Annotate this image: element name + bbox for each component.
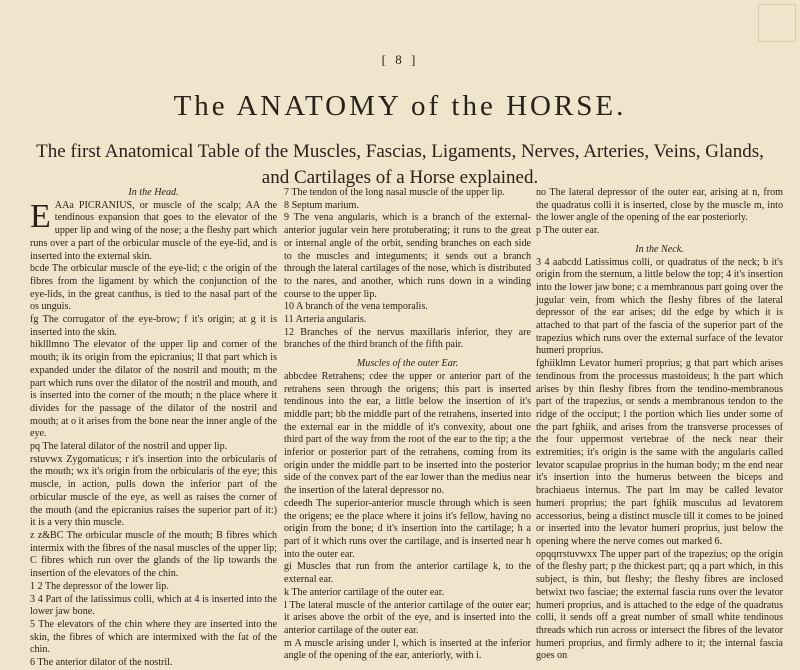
para-depressor-lower-lip: 1 2 The depressor of the lower lip. xyxy=(30,580,169,592)
para-latissimus-colli-neck: 3 4 aabcdd Latissimus colli, or quadratus of the neck; b it's origin from the sternum, a little below the top; 4 it's insertion into the lower jaw bone; c a membranous part going over the jugular vein, from which the fleshy fibres of the lateral depressor of the ear arises; dd the edge by which it is attached to that part of the fascia of the superior part of the trapezius which runs over the external surface of the levator humeri proprius. xyxy=(536,256,783,357)
para-zygomaticus: rstuvwx Zygomaticus; r it's insertion into the orbicularis of the mouth; wx it's origin from the orbicularis of the eye; this muscle, in action, pulls down the inferior part of the orbicular muscle of the eye, as well as raises the corner of the mouth (and the epicranius raises the superior part of it:) it is a very thin muscle. xyxy=(30,453,277,529)
para-superior-anterior: cdeedh The superior-anterior muscle through which is seen the origens; ee the place where it joins it's fellow, having no origin from the bone; d it's insertion into the cartilage; h a part of it which runs over the cartilage, and is inserted near h into the outer ear. xyxy=(284,497,531,560)
subtitle-line-2: and Cartilages of a Horse explained. xyxy=(261,167,539,188)
para-arteria-angularis: 11 Arteria angularis. xyxy=(284,314,367,326)
para-vena-temporalis: 10 A branch of the vena temporalis. xyxy=(284,301,428,313)
para-anterior-cartilage: k The anterior cartilage of the outer ear. xyxy=(284,586,445,598)
para-muscle-under-l: m A muscle arising under l, which is inserted at the inferior angle of the opening of the ear, anteriorly, with i. xyxy=(284,637,531,662)
drop-cap: E xyxy=(30,197,51,235)
para-vena-angularis: 9 The vena angularis, which is a branch of the external-anterior jugular vein here protuberating; it runs to the great or internal angle of the orbit, sending branches on each side to the muscles and integuments; it sends out a branch through the lateral cartilages of the nose, which is distributed to the nares, and another, which runs down in a winding course to the upper lip. xyxy=(284,212,531,300)
para-anterior-dilator: 6 The anterior dilator of the nostril. xyxy=(30,657,173,669)
para-septum: 8 Septum marium. xyxy=(284,199,359,211)
para-elevator-upper-lip: hiklllmno The elevator of the upper lip and corner of the mouth; ik its origin from the epicranius; ll that part which is expanded under the dilator of the nostril and mouth; m the part which runs over the dilator of the nostril and mouth, and is inserted into the corner of the mouth; n the place where it divides for the passage of the dilator of the nostril and mouth; at o it arises from the bone near the inner angle of the eye. xyxy=(30,339,277,440)
para-trapezius: opqqrrstuvwxx The upper part of the trapezius; op the origin of the fleshy part; p the thickest part; qq a part which, in this subject, is thin, but fleshy; the fleshy fibres are inclosed betwixt two fasciae; the external fascia runs over the levator humeri proprius, and is attached to the edge of the quadratus colli, it sends off a great number of small white tendinous threads which run across or intersect the fibres of the levator humeri proprius, and firmly adhere to it; the internal fascia goes on xyxy=(536,548,783,662)
para-levator-humeri: fghiiklmn Levator humeri proprius; g that part which arises tendinous from the processus mastoideus; h the part which arises by thin fleshy fibres from the tendino-membranous part of the trapezius, or sends a membranous tendon to the ridge of the occiput; l the portion which lies under some of the part fghiik, and arises from the transverse processes of the four uppermost vertebrae of the neck near their extremities; it's origin is the same with the angularis called levator scapulae proprius in the human body; m the end near it's insertion into the humerus between the biceps and brachiaeus internus. The part lm may be called levator humeri proprius; the part fghiik musculus ad levatorem accessorius, being a distinct muscle till it comes to be joined or inserted into the levator humeri proprius, just below the opening where the nerve comes out marked 6. xyxy=(536,358,783,547)
para-latissimus-colli: 3 4 Part of the latissimus colli, which at 4 is inserted into the lower jaw bone. xyxy=(30,593,277,618)
page-corner-mark xyxy=(758,4,796,42)
subtitle-line-1: The first Anatomical Table of the Muscles, Fascias, Ligaments, Nerves, Arteries, Veins, Glands, xyxy=(36,141,764,162)
para-orbicular-mouth: z z&BC The orbicular muscle of the mouth; B fibres which intermix with the fibres of the nasal muscles of the upper lip; C fibres which run over the glands of the lip towards the insertion of the elevators of the chin. xyxy=(30,529,277,580)
para-nervus-maxillaris: 12 Branches of the nervus maxillaris inferior, they are branches of the third branch of the fifth pair. xyxy=(284,326,531,351)
page-number: [ 8 ] xyxy=(381,52,419,67)
para-anterior-cartilage-muscles: gi Muscles that run from the anterior cartilage k, to the external ear. xyxy=(284,561,531,586)
section-heading-head: In the Head. xyxy=(128,187,179,198)
column-1 xyxy=(30,187,277,670)
para-orbicular-eyelid: bcde The orbicular muscle of the eye-lid; c the origin of the fibres from the ligament by which the conjunction of the eye-lids, in the great canthus, is tied to the nasal part of the os unguis. xyxy=(30,263,277,313)
para-tendon-nasal: 7 The tendon of the long nasal muscle of the upper lip. xyxy=(284,187,505,198)
column-3 xyxy=(536,187,783,663)
para-lateral-muscle: l The lateral muscle of the anterior cartilage of the outer ear; it arises above the orbit of the eye, and is inserted into the anterior cartilage of the outer ear. xyxy=(284,599,531,636)
section-heading-neck: In the Neck. xyxy=(635,243,684,255)
para-elevators-chin: 5 The elevators of the chin where they are inserted into the skin, the fibres of which are intermixed with the fat of the chin. xyxy=(30,618,277,656)
para-outer-ear: p The outer ear. xyxy=(536,225,600,237)
para-lateral-dilator: pq The lateral dilator of the nostril and upper lip. xyxy=(30,441,228,453)
section-heading-ear: Muscles of the outer Ear. xyxy=(356,358,459,370)
para-epicranius: E AAa PICRANIUS, or muscle of the scalp; AA the tendinous expansion that goes to the elevator of the upper lip and wing of the nose; a the fleshy part which runs over a part of the orbicular muscle of the eye-lid, and is inserted into the external skin. xyxy=(30,197,277,262)
column-2 xyxy=(284,187,531,663)
page-title: The ANATOMY of the HORSE. xyxy=(173,90,627,122)
para-lateral-depressor: no The lateral depressor of the outer ear, arising at n, from the quadratus colli it is inserted, close by the muscle m, into the lower angle of the opening of the ear posteriorly. xyxy=(536,187,783,224)
para-corrugator: fg The corrugator of the eye-brow; f it's origin; at g it is inserted into the skin. xyxy=(30,314,277,338)
page-subtitle xyxy=(28,139,772,191)
para-retrahens: abbcdee Retrahens; cdee the upper or anterior part of the retrahens seen through the origens; this part is inserted tendinous into the ear, a little below the insertion of it's middle part; bb the middle part of the retrahens, inserted into the external ear in the middle of it's convexity, about one third part of the way from the root of the ear to the tip; a the inferior or posterior part of the retrahens, coming from its origin under the middle part to be inserted into the posterior side of the convex part of the ear lower than the medius near the insertion of the lateral depressor no. xyxy=(284,370,531,497)
